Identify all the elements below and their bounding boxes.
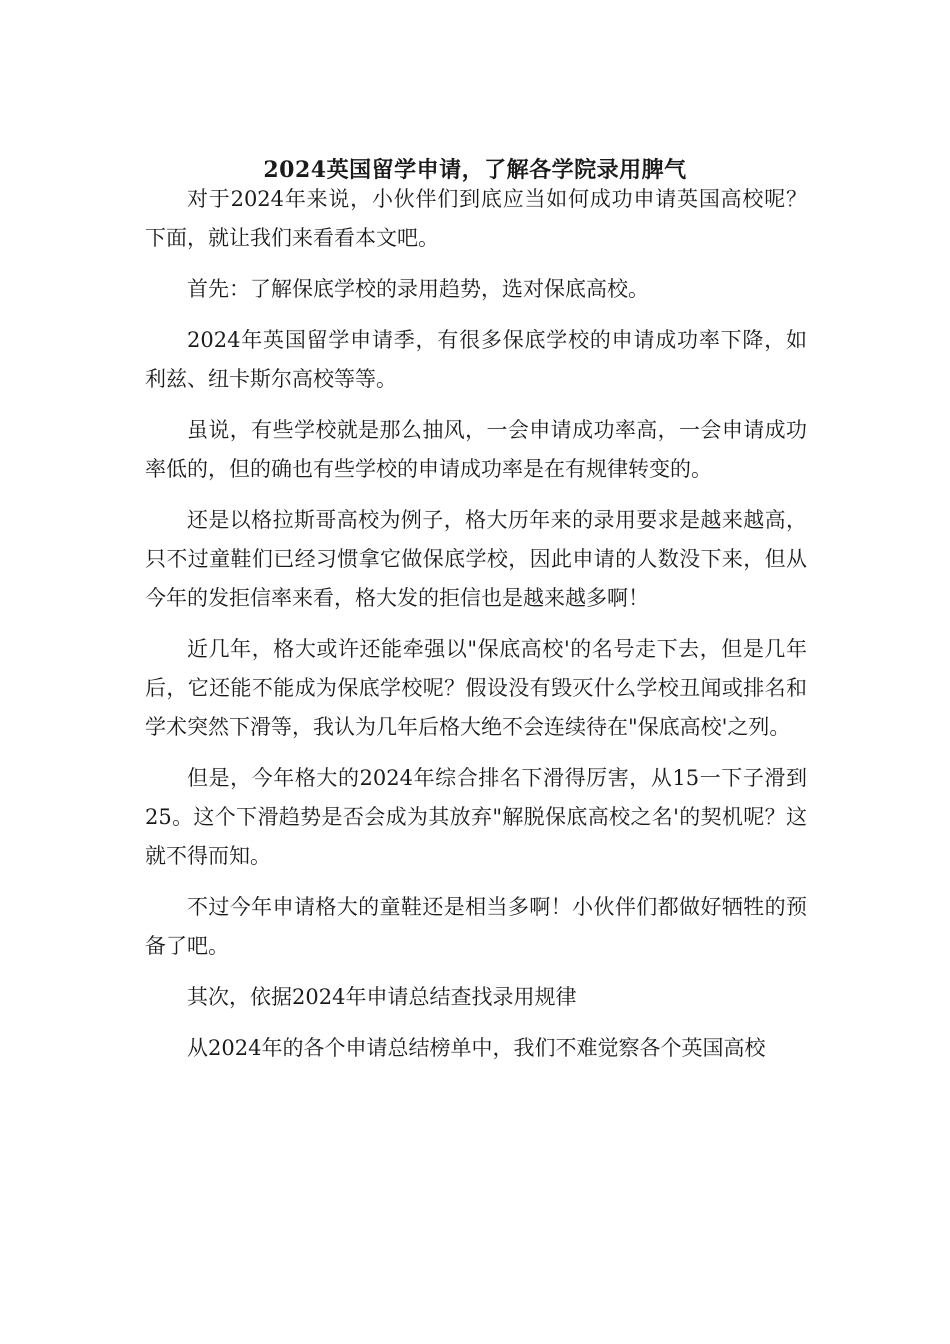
paragraph-glasgow-example: 还是以格拉斯哥高校为例子，格大历年来的录用要求是越来越高，只不过童鞋们已经习惯拿它做保底学校，因此申请的人数没下来，但从今年的发拒信率来看，格大发的拒信也是越来越多啊！	[145, 508, 807, 610]
document-body	[145, 180, 807, 1080]
paragraph-many-applicants: 不过今年申请格大的童鞋还是相当多啊！小伙伴们都做好牺牲的预备了吧。	[145, 895, 807, 958]
paragraph-summary-lists: 从2024年的各个申请总结榜单中，我们不难觉察各个英国高校	[187, 1036, 766, 1060]
document-title: 2024英国留学申请，了解各学院录用脾气	[263, 156, 687, 183]
paragraph-first-point: 首先：了解保底学校的录用趋势，选对保底高校。	[187, 277, 649, 301]
paragraph-success-rate-drop: 2024年英国留学申请季，有很多保底学校的申请成功率下降，如利兹、纽卡斯尔高校等等。	[145, 328, 807, 391]
paragraph-glasgow-future: 近几年，格大或许还能牵强以"保底高校'的名号走下去，但是几年后，它还能不能成为保底学校呢？假设没有毁灭什么学校丑闻或排名和学术突然下滑等，我认为几年后格大绝不会连续待在"保底高校'之列。	[145, 637, 807, 739]
paragraph-ranking-drop: 但是，今年格大的2024年综合排名下滑得厉害，从15一下子滑到25。这个下滑趋势是否会成为其放弃"解脱保底高校之名'的契机呢？这就不得而知。	[145, 766, 807, 868]
paragraph-second-point: 其次，依据2024年申请总结查找录用规律	[187, 985, 577, 1009]
paragraph-intro: 对于2024年来说，小伙伴们到底应当如何成功申请英国高校呢？下面，就让我们来看看本文吧。	[145, 187, 807, 250]
paragraph-regular-change: 虽说，有些学校就是那么抽风，一会申请成功率高，一会申请成功率低的，但的确也有些学校的申请成功率是在有规律转变的。	[145, 418, 807, 481]
